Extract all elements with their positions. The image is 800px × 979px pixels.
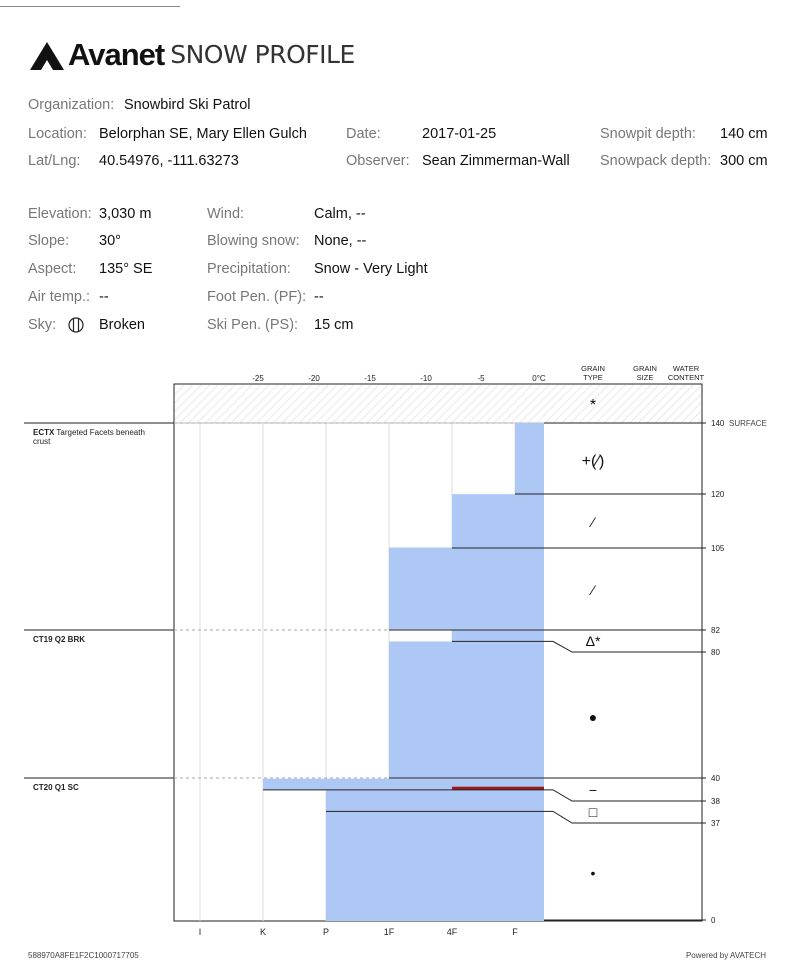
elevation-label: Elevation: — [28, 206, 92, 222]
grain-type-symbol: ● — [588, 709, 598, 725]
temp-tick-label: 0°C — [532, 374, 546, 383]
column-header-grain_size: GRAIN — [633, 364, 657, 373]
mountain-logo-icon — [30, 40, 64, 70]
blowing-snow-label: Blowing snow: — [207, 233, 300, 249]
page-title: SNOW PROFILE — [170, 40, 355, 69]
snow-layer-bar — [452, 494, 544, 547]
aspect-value: 135° SE — [99, 261, 153, 277]
organization-value: Snowbird Ski Patrol — [124, 97, 251, 113]
hardness-tick-label: I — [198, 927, 202, 937]
column-header-grain_type: GRAIN — [581, 364, 605, 373]
depth-label: 37 — [711, 819, 720, 828]
ski-pen-label: Ski Pen. (PS): — [207, 317, 299, 333]
grain-type-symbol: +(⁄) — [581, 453, 605, 470]
depth-label: 40 — [711, 774, 720, 783]
snowpit-depth-value: 140 cm — [720, 126, 768, 142]
column-header-water_content: WATER — [672, 364, 700, 373]
sky-value: Broken — [99, 317, 145, 333]
grain-type-symbol: ⁄ — [591, 582, 595, 598]
stability-test-label: ECTX Targeted Facets beneath — [33, 428, 145, 437]
temp-tick-label: -15 — [364, 374, 376, 383]
surface-label: SURFACE — [729, 419, 767, 428]
snow-profile-chart — [0, 355, 800, 945]
depth-label: 38 — [711, 797, 720, 806]
ski-pen-value: 15 cm — [314, 317, 354, 333]
slope-label: Slope: — [28, 233, 70, 249]
grain-type-symbol: □ — [588, 804, 598, 820]
location-value: Belorphan SE, Mary Ellen Gulch — [99, 126, 307, 142]
brand-name: Avanet — [68, 37, 165, 72]
column-header-grain_size: SIZE — [636, 373, 654, 382]
observer-value: Sean Zimmerman-Wall — [422, 153, 570, 169]
app-logo — [30, 37, 355, 72]
foot-pen-value: -- — [314, 289, 324, 305]
precipitation-label: Precipitation: — [207, 261, 291, 277]
column-header-grain_type: TYPE — [583, 373, 603, 382]
air-temp-label: Air temp.: — [28, 289, 91, 305]
surface-grain-symbol: * — [589, 397, 597, 414]
snow-layer-bar — [389, 641, 544, 778]
snow-layer-bar — [326, 811, 544, 921]
grain-type-symbol: • — [590, 865, 596, 881]
hardness-tick-label: 1F — [383, 927, 395, 937]
observer-label: Observer: — [346, 153, 410, 169]
snow-layer-bar — [389, 548, 544, 630]
surface-hatch — [175, 385, 701, 423]
top-divider — [0, 6, 180, 7]
hardness-tick-label: K — [259, 927, 267, 937]
powered-by: Powered by AVATECH — [685, 951, 766, 960]
snow-layer-bar — [515, 423, 544, 494]
sky-label: Sky: — [28, 317, 57, 333]
stability-test-label: CT19 Q2 BRK — [33, 635, 86, 644]
snow-layer-bar — [326, 790, 544, 812]
date-value: 2017-01-25 — [422, 126, 497, 142]
slope-value: 30° — [99, 233, 121, 249]
hardness-tick-label: P — [322, 927, 330, 937]
profile-id: 588970A8FE1F2C1000717705 — [28, 951, 139, 960]
stability-test-label: CT20 Q1 SC — [33, 783, 79, 792]
latlng-value: 40.54976, -111.63273 — [99, 153, 239, 169]
location-label: Location: — [28, 126, 87, 142]
wind-value: Calm, -- — [314, 206, 366, 222]
aspect-label: Aspect: — [28, 261, 77, 277]
depth-label: 82 — [711, 626, 720, 635]
hardness-tick-label: 4F — [446, 927, 458, 937]
grain-type-symbol: ⁄ — [591, 514, 595, 530]
broken-sky-icon — [68, 317, 84, 333]
snowpack-depth-label: Snowpack depth: — [600, 153, 712, 169]
air-temp-value: -- — [99, 289, 109, 305]
snowpack-depth-value: 300 cm — [720, 153, 768, 169]
grain-type-symbol: − — [588, 782, 598, 798]
column-header-water_content: CONTENT — [667, 373, 705, 382]
depth-label: 80 — [711, 648, 720, 657]
elevation-value: 3,030 m — [99, 206, 152, 222]
temp-tick-label: -10 — [420, 374, 432, 383]
grain-type-symbol: Δ* — [585, 633, 601, 649]
foot-pen-label: Foot Pen. (PF): — [207, 289, 307, 305]
depth-label: 105 — [711, 544, 725, 553]
weak-layer-marker — [452, 787, 544, 790]
blowing-snow-value: None, -- — [314, 233, 367, 249]
temp-tick-label: -20 — [308, 374, 320, 383]
precipitation-value: Snow - Very Light — [314, 261, 428, 277]
depth-label: 0 — [711, 916, 716, 925]
hardness-tick-label: F — [512, 927, 518, 937]
organization-label: Organization: — [28, 97, 115, 113]
depth-label: 120 — [711, 490, 725, 499]
depth-label: 140 — [711, 419, 725, 428]
temp-tick-label: -25 — [252, 374, 264, 383]
temp-tick-label: -5 — [477, 374, 485, 383]
snow-layer-bar — [452, 629, 544, 641]
snowpit-depth-label: Snowpit depth: — [600, 126, 696, 142]
date-label: Date: — [346, 126, 381, 142]
stability-test-desc: crust — [33, 437, 51, 446]
wind-label: Wind: — [207, 206, 245, 222]
latlng-label: Lat/Lng: — [28, 153, 81, 169]
